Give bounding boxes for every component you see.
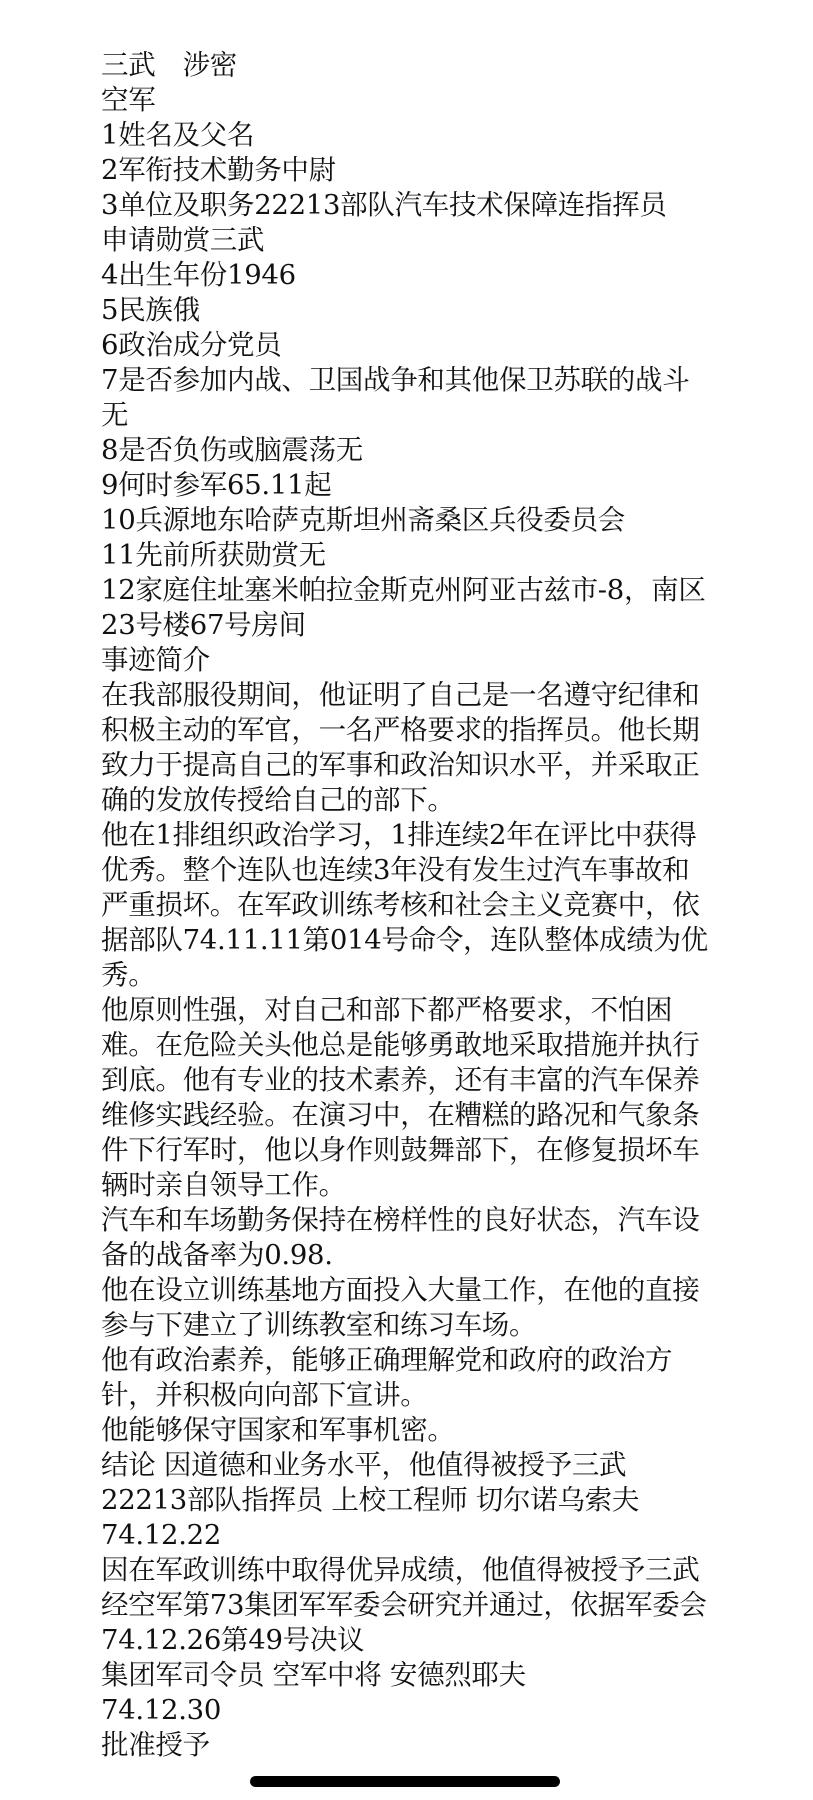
army-review-date: 74.12.30 xyxy=(101,1694,222,1726)
field-wounds: 8是否负伤或脑震荡无 xyxy=(101,434,363,466)
deeds-paragraph: 他有政治素养，能够正确理解党和政府的政治方针，并积极向向部下宣讲。 xyxy=(101,1344,673,1411)
service-branch: 空军 xyxy=(101,84,156,116)
field-war-participation: 7是否参加内战、卫国战争和其他保卫苏联的战斗无 xyxy=(101,364,690,431)
field-draft-office: 10兵源地东哈萨克斯坦州斋桑区兵役委员会 xyxy=(101,504,625,536)
approval-text: 批准授予 xyxy=(101,1729,210,1761)
conclusion-text: 结论 因道德和业务水平，他值得被授予三武 xyxy=(101,1449,627,1481)
deeds-paragraph: 他在设立训练基地方面投入大量工作，在他的直接参与下建立了训练教室和练习车场。 xyxy=(101,1274,700,1341)
deeds-paragraph: 他在1排组织政治学习，1排连续2年在评比中获得优秀。整个连队也连续3年没有发生过汽车事故和严重损坏。在军政训练考核和社会主义竞赛中，依据部队74.11.11第014号命令，连队整体成绩为优秀。 xyxy=(101,819,708,991)
field-rank: 2军衔技术勤务中尉 xyxy=(101,154,336,186)
field-party: 6政治成分党员 xyxy=(101,329,282,361)
field-name: 1姓名及父名 xyxy=(101,119,255,151)
field-home-address: 12家庭住址塞米帕拉金斯克州阿亚古兹市-8，南区23号楼67号房间 xyxy=(101,574,706,641)
field-birth-year: 4出生年份1946 xyxy=(101,259,296,291)
army-review-signer: 集团军司令员 空军中将 安德烈耶夫 xyxy=(101,1659,526,1691)
field-unit-position: 3单位及职务22213部队汽车技术保障连指挥员 xyxy=(101,189,667,221)
deeds-paragraph: 他原则性强，对自己和部下都严格要求，不怕困难。在危险关头他总是能够勇敢地采取措施并执行到底。他有专业的技术素养，还有丰富的汽车保养维修实践经验。在演习中，在糟糕的路况和气象条件下行军时，他以身作则鼓舞部下，在修复损坏车辆时亲自领导工作。 xyxy=(101,994,700,1201)
conclusion-date: 74.12.22 xyxy=(101,1519,222,1551)
field-award-requested: 申请勋赏三武 xyxy=(101,224,265,256)
deeds-heading: 事迹简介 xyxy=(101,644,210,676)
home-indicator[interactable] xyxy=(250,1776,560,1787)
field-enlistment: 9何时参军65.11起 xyxy=(101,469,332,501)
army-review-text: 因在军政训练中取得优异成绩，他值得被授予三武 xyxy=(101,1554,700,1586)
deeds-paragraph: 他能够保守国家和军事机密。 xyxy=(101,1414,455,1446)
army-review-decision: 经空军第73集团军军委会研究并通过，依据军委会74.12.26第49号决议 xyxy=(101,1589,707,1656)
deeds-paragraph: 汽车和车场勤务保持在榜样性的良好状态，汽车设备的战备率为0.98. xyxy=(101,1204,700,1271)
field-nationality: 5民族俄 xyxy=(101,294,200,326)
conclusion-signer: 22213部队指挥员 上校工程师 切尔诺乌索夫 xyxy=(101,1484,640,1516)
award-document xyxy=(101,48,713,1763)
award-line: 三武 涉密 xyxy=(101,49,237,81)
field-previous-awards: 11先前所获勋赏无 xyxy=(101,539,326,571)
deeds-paragraph: 在我部服役期间，他证明了自己是一名遵守纪律和积极主动的军官，一名严格要求的指挥员。他长期致力于提高自己的军事和政治知识水平，并采取正确的发放传授给自己的部下。 xyxy=(101,679,700,816)
